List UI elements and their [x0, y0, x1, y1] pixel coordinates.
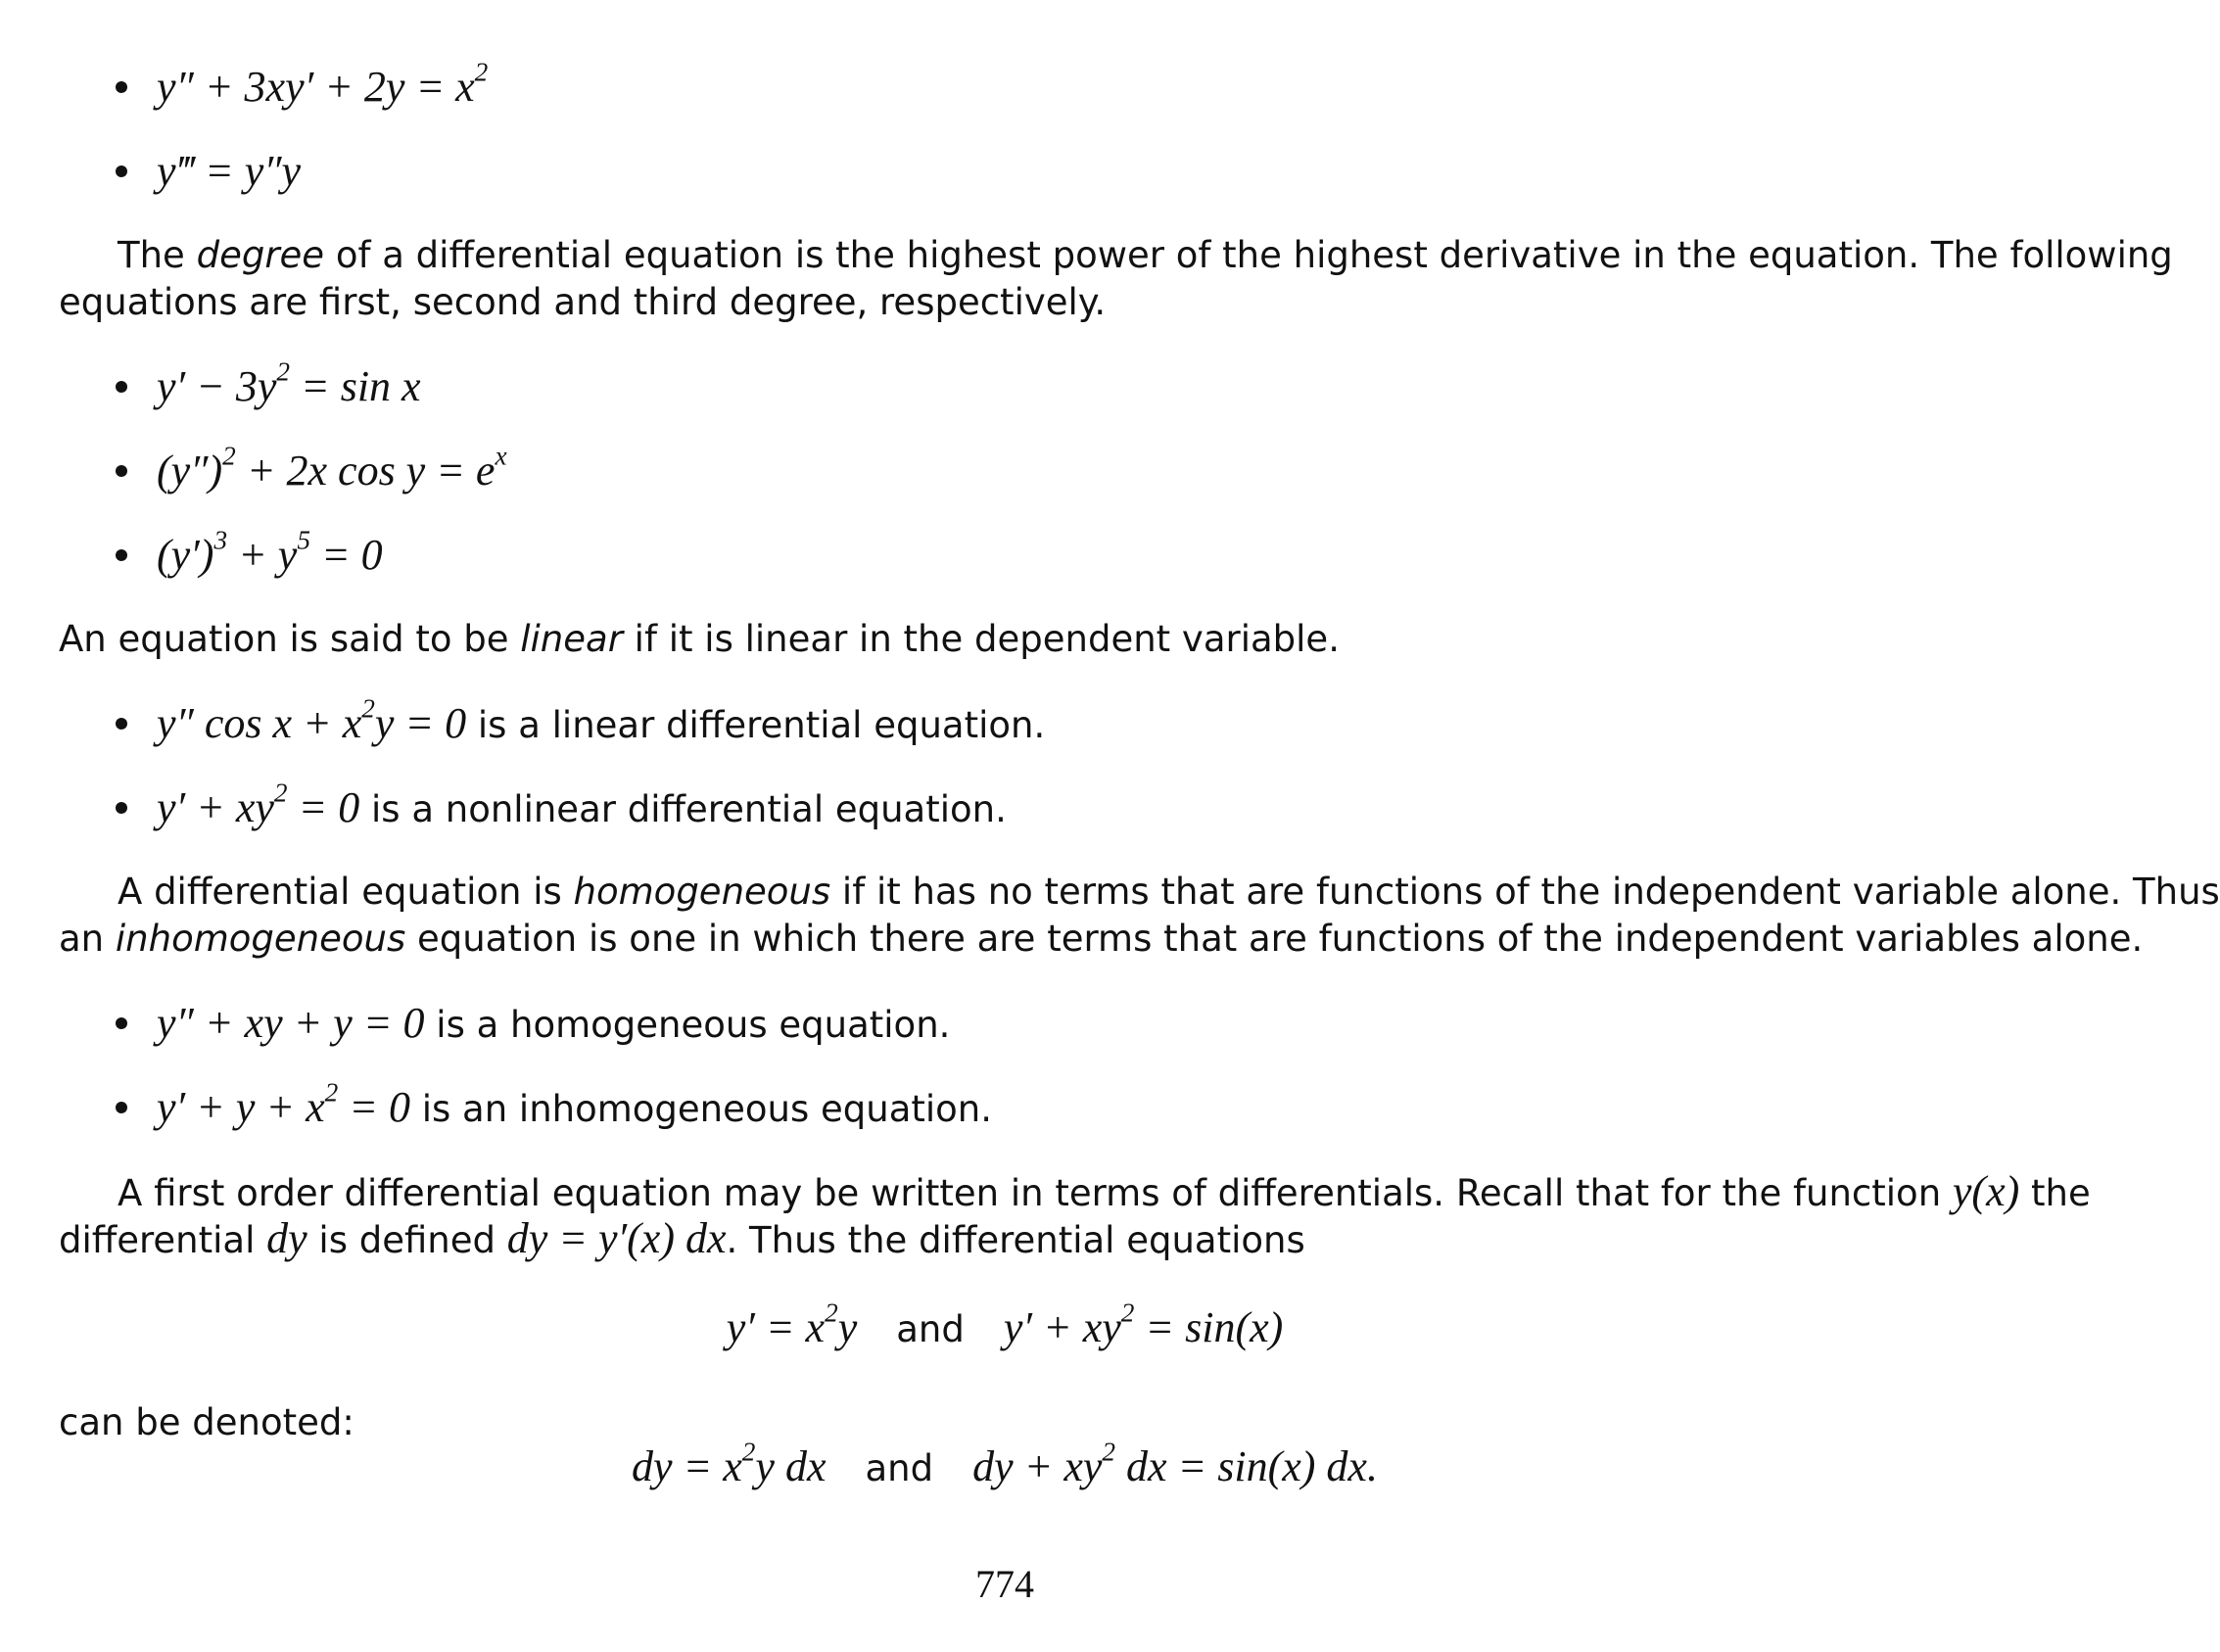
paragraph-line: An equation is said to be linear if it is linear in the dependent variable. [59, 618, 1340, 660]
bullet-icon [116, 802, 127, 814]
list-item [116, 57, 489, 114]
paragraph-line: A differential equation is homogeneous if it has no terms that are functions of the independent variable alone. Thus [118, 871, 2220, 913]
bullet-icon [116, 1102, 127, 1113]
equation: $y' + y + x^2 = 0$ [157, 1077, 410, 1131]
equation: $y'' + 3xy' + 2y = x^2$ [157, 57, 489, 111]
display-equation: $y' = x^2y$ and $y' + xy^2 = \sin(x)$ [726, 1298, 1284, 1351]
equation: $(y'')^2 + 2x$ $\cos y = e^x$ [157, 441, 507, 495]
document-page [59, 0, 2220, 1652]
equation: y″ + xy + y = 0 [157, 999, 425, 1047]
bullet-icon [116, 465, 127, 477]
paragraph-line: The degree of a differential equation is the highest power of the highest derivative in the equation. The following [118, 234, 2173, 276]
bullet-icon [116, 381, 127, 393]
paragraph-line: equations are first, second and third degree, respectively. [59, 281, 1107, 323]
equation: $y' + xy^2 = 0$ [157, 778, 360, 831]
bullet-icon [116, 165, 127, 177]
list-item [116, 356, 421, 413]
paragraph-line: differential dy is defined dy = y′(x) dx. Thus the differential equations [59, 1214, 1305, 1262]
list-item: $y' + xy^2 = 0$ is a nonlinear differential equation. [116, 783, 1007, 834]
page-number: 774 [975, 1562, 1034, 1606]
list-item: $y' + y + x^2 = 0$ is an inhomogeneous equation. [116, 1083, 992, 1134]
bullet-icon [116, 81, 127, 93]
bullet-icon [116, 1017, 127, 1029]
list-item: y″ + xy + y = 0 is a homogeneous equation. [116, 999, 950, 1050]
equation: $y' - 3y^2 = \sin x$ [157, 356, 421, 410]
equation: y‴ = y″y [157, 147, 302, 195]
display-equation: dy = $x^2y$ dx and dy + $xy^2$ dx = sin(x) dx. [632, 1437, 1378, 1490]
list-item [116, 147, 301, 198]
list-item: y″ $\cos x + x^2y = 0$ is a linear differential equation. [116, 699, 1045, 750]
list-item [116, 525, 383, 582]
bullet-icon [116, 549, 127, 561]
equation: y″ $\cos x + x^2y = 0$ [157, 693, 467, 747]
paragraph-line: an inhomogeneous equation is one in which there are terms that are functions of the independent variables alone. [59, 918, 2144, 960]
bullet-icon [116, 718, 127, 730]
paragraph-line: A first order differential equation may be written in terms of differentials. Recall that for the function y(x) the [118, 1167, 2091, 1215]
equation: $(y')^3 + y^5 = 0$ [157, 525, 383, 579]
paragraph-line: can be denoted: [59, 1401, 354, 1443]
list-item [116, 441, 507, 497]
